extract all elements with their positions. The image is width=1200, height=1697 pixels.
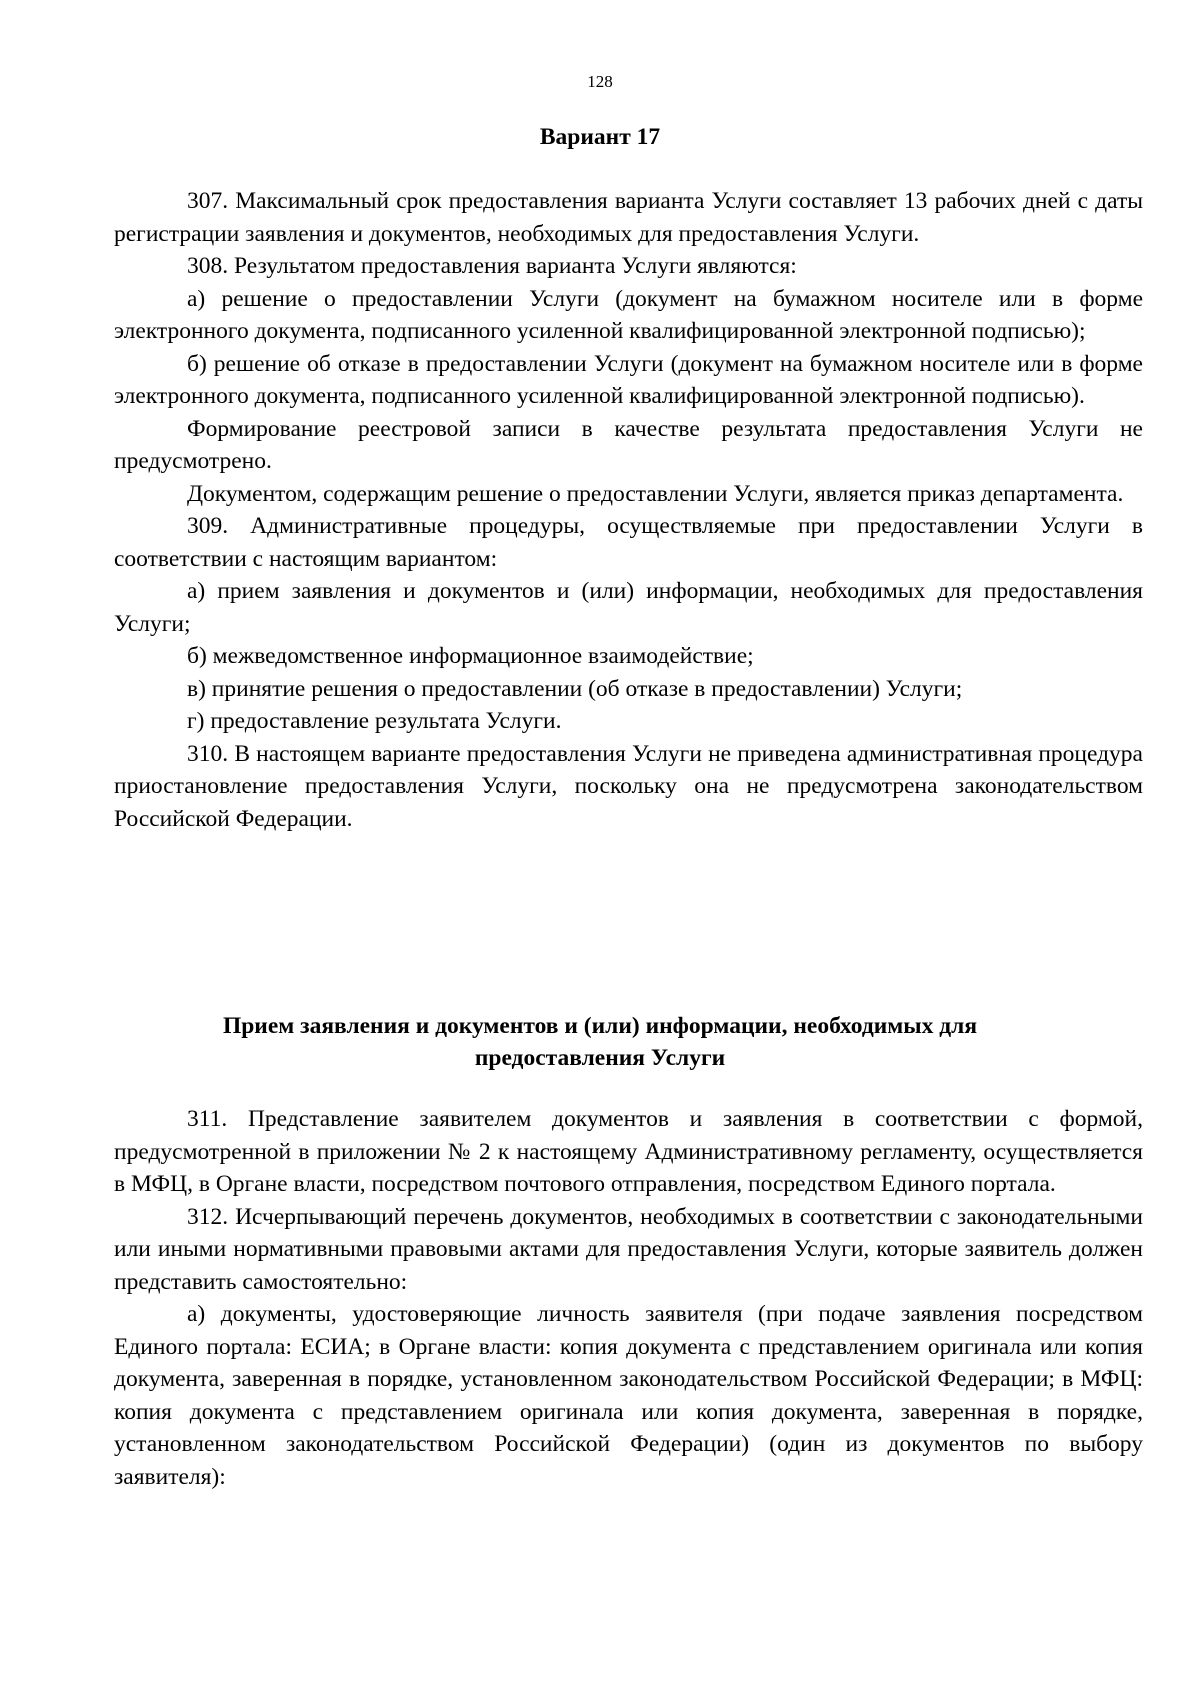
paragraph-308-a: а) решение о предоставлении Услуги (документ на бумажном носителе или в форме электронного документа, подписанного усиленной квалифицированной электронной подписью);	[114, 285, 1143, 344]
paragraph-312: 312. Исчерпывающий перечень документов, необходимых в соответствии с законодательными или иными нормативными правовыми актами для предоставления Услуги, которые заявитель должен представить самостоятельно:	[114, 1203, 1143, 1295]
paragraph-308: 308. Результатом предоставления варианта Услуги являются:	[187, 253, 797, 279]
paragraph-312-a: а) документы, удостоверяющие личность заявителя (при подаче заявления посредством Единого портала: ЕСИА; в Органе власти: копия документа с представлением оригинала или копия документа, заверенная в порядке, установленном законодательством Российской Федерации; в МФЦ: копия документа с представлением оригинала или копия документа, заверенная в порядке, установленном законодательством Российской Федерации) (один из документов по выбору заявителя):	[114, 1301, 1143, 1490]
section-heading	[150, 1010, 1050, 1074]
paragraph-308-b: б) решение об отказе в предоставлении Услуги (документ на бумажном носителе или в форме электронного документа, подписанного усиленной квалифицированной электронной подписью).	[114, 350, 1143, 409]
paragraph-310: 310. В настоящем варианте предоставления Услуги не приведена административная процедура приостановление предоставления Услуги, поскольку она не предусмотрена законодательством Российской Федерации.	[114, 740, 1143, 832]
paragraph-309-g: г) предоставление результата Услуги.	[187, 708, 562, 734]
section-heading-line-1: Прием заявления и документов и (или) информации, необходимых для	[222, 1013, 978, 1039]
variant-heading: Вариант 17	[539, 124, 661, 150]
paragraph-registry-note: Формирование реестровой записи в качестве результата предоставления Услуги не предусмотрено.	[114, 415, 1143, 474]
page-number: 128	[587, 72, 613, 91]
paragraph-309-v: в) принятие решения о предоставлении (об отказе в предоставлении) Услуги;	[187, 675, 963, 702]
paragraph-309-a: а) прием заявления и документов и (или) информации, необходимых для предоставления Услуги;	[114, 578, 1143, 637]
paragraph-309: 309. Административные процедуры, осуществляемые при предоставлении Услуги в соответствии с настоящим вариантом:	[114, 513, 1143, 572]
section-heading-line-2: предоставления Услуги	[474, 1045, 726, 1071]
text-block-procedures	[114, 185, 1143, 835]
text-block-application	[114, 1103, 1143, 1493]
paragraph-decision-document: Документом, содержащим решение о предоставлении Услуги, является приказ департамента.	[187, 480, 1124, 507]
paragraph-307: 307. Максимальный срок предоставления варианта Услуги составляет 13 рабочих дней с даты регистрации заявления и документов, необходимых для предоставления Услуги.	[114, 188, 1143, 247]
paragraph-311: 311. Представление заявителем документов и заявления в соответствии с формой, предусмотренной в приложении № 2 к настоящему Административному регламенту, осуществляется в МФЦ, в Органе власти, посредством почтового отправления, посредством Единого портала.	[114, 1106, 1143, 1197]
paragraph-309-b: б) межведомственное информационное взаимодействие;	[187, 643, 754, 669]
